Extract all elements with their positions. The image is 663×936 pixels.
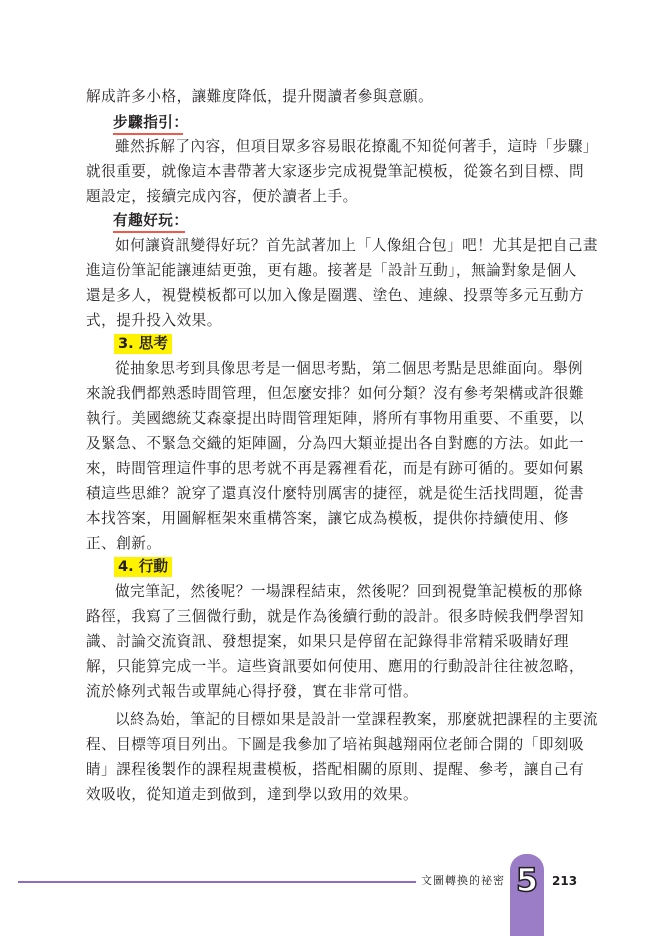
body-line: 流於條列式報告或單純心得抒發，實在非常可惜。 <box>86 683 419 700</box>
body-line: 識、討論交流資訊、發想提案，如果只是停留在記錄得非常精采吸睛好理 <box>86 633 570 650</box>
body-line: 題設定，接續完成內容，便於讀者上手。 <box>86 188 358 205</box>
body-line: 從抽象思考到具像思考是一個思考點，第二個思考點是思維面向。舉例 <box>115 360 583 377</box>
body-line: 積這些思維？說穿了還真沒什麼特別厲害的捷徑，就是從生活找問題，從書 <box>86 485 585 502</box>
body-line: 解，只能算完成一半。這些資訊要如何使用、應用的行動設計往往被忽略， <box>86 658 585 675</box>
body-line: 做完筆記，然後呢？一場課程結束，然後呢？回到視覺筆記模板的那條 <box>115 583 583 600</box>
section-heading-think: 3. 思考 <box>114 334 172 354</box>
body-line: 就很重要，就像這本書帶著大家逐步完成視覺筆記模板，從簽名到目標、問 <box>86 163 585 180</box>
subheading-steps: 步驟指引： <box>113 114 189 131</box>
chapter-number: 5 <box>515 861 539 899</box>
body-line: 效吸收，從知道走到做到，達到學以致用的效果。 <box>86 786 419 803</box>
body-line: 如何讓資訊變得好玩？首先試著加上「人像組合包」吧！尤其是把自己畫 <box>115 237 599 254</box>
body-line: 及緊急、不緊急交織的矩陣圖，分為四大類並提出各自對應的方法。如此一 <box>86 435 585 452</box>
body-line: 程、目標等項目列出。下圖是我參加了培祐與越翔兩位老師合開的「即刻吸 <box>86 736 585 753</box>
subheading-fun: 有趣好玩： <box>113 212 189 229</box>
body-line: 本找答案，用圖解框架來重構答案，讓它成為模板，提供你持續使用、修 <box>86 510 570 527</box>
body-line: 睛」課程後製作的課程規畫模板，搭配相關的原則、提醒、參考，讓自己有 <box>86 761 585 778</box>
footer-rule <box>18 881 416 883</box>
section-heading-action: 4. 行動 <box>114 557 172 577</box>
body-line: 正、創新。 <box>86 535 162 552</box>
body-line: 雖然拆解了內容，但項目眾多容易眼花撩亂不知從何著手，這時「步驟」 <box>115 138 599 155</box>
body-line: 式，提升投入效果。 <box>86 312 222 329</box>
body-line: 執行。美國總統艾森豪提出時間管理矩陣，將所有事物用重要、不重要，以 <box>86 410 585 427</box>
body-line: 來，時間管理這件事的思考就不再是霧裡看花，而是有跡可循的。要如何累 <box>86 460 585 477</box>
footer-book-title: 文圖轉換的祕密 <box>421 874 505 887</box>
body-line: 以終為始，筆記的目標如果是設計一堂課程教案，那麼就把課程的主要流 <box>115 711 599 728</box>
body-line: 路徑，我寫了三個微行動，就是作為後續行動的設計。很多時候我們學習知 <box>86 608 585 625</box>
subheading-underline <box>113 231 185 233</box>
page-number: 213 <box>552 874 578 888</box>
body-line: 解成許多小格，讓難度降低，提升閱讀者參與意願。 <box>86 88 434 105</box>
body-line: 還是多人，視覺模板都可以加入像是圈選、塗色、連線、投票等多元互動方 <box>86 287 585 304</box>
body-line: 來說我們都熟悉時間管理，但怎麼安排？如何分類？沒有參考架構或許很難 <box>86 385 585 402</box>
body-line: 進這份筆記能讓連結更強，更有趣。接著是「設計互動」，無論對象是個人 <box>86 262 577 279</box>
subheading-underline <box>113 133 183 135</box>
